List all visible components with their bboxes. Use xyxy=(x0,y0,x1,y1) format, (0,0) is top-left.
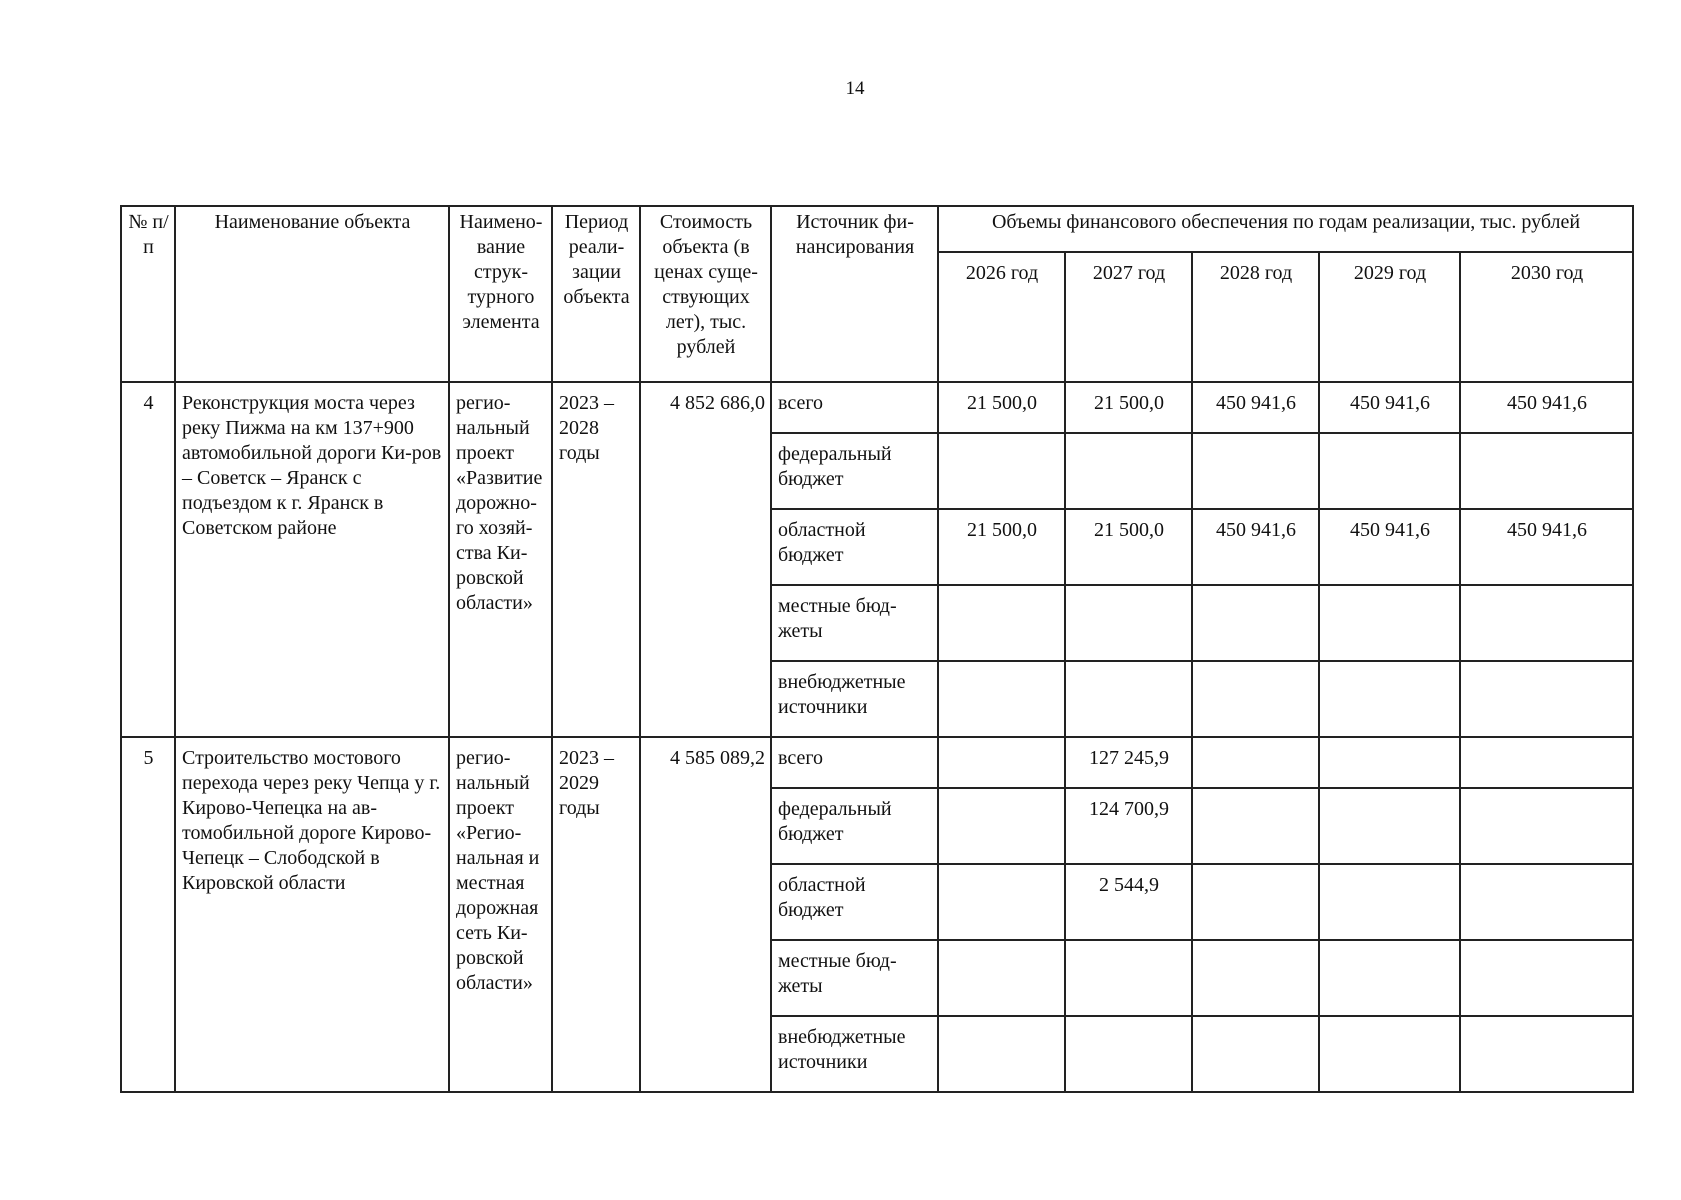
value-cell xyxy=(1319,737,1460,788)
value-cell xyxy=(1192,737,1319,788)
value-cell xyxy=(1319,661,1460,737)
source-label: областной бюджет xyxy=(771,509,938,585)
header-period: Период реали-зации объекта xyxy=(552,206,640,382)
value-cell xyxy=(1319,1016,1460,1092)
value-cell: 2 544,9 xyxy=(1065,864,1192,940)
row-num: 4 xyxy=(121,382,175,737)
value-cell xyxy=(1065,1016,1192,1092)
row-period: 2023 – 2029 годы xyxy=(552,737,640,1092)
value-cell xyxy=(1460,585,1633,661)
header-year-2028: 2028 год xyxy=(1192,252,1319,382)
page-number: 14 xyxy=(845,78,865,99)
value-cell xyxy=(938,585,1065,661)
value-cell xyxy=(1460,864,1633,940)
table-row xyxy=(121,382,1633,433)
value-cell xyxy=(1460,788,1633,864)
header-cost: Стоимость объекта (в ценах суще-ствующих лет), тыс. рублей xyxy=(640,206,771,382)
source-label: внебюджетные источники xyxy=(771,1016,938,1092)
value-cell: 21 500,0 xyxy=(1065,382,1192,433)
value-cell xyxy=(938,940,1065,1016)
value-cell xyxy=(1192,433,1319,509)
source-label: внебюджетные источники xyxy=(771,661,938,737)
value-cell xyxy=(1460,1016,1633,1092)
row-object-name: Строительство мостового перехода через реку Чепца у г. Кирово-Чепецка на ав-томобильной дороге Кирово-Чепецк – Слободской в Кировской области xyxy=(175,737,449,1092)
value-cell xyxy=(938,661,1065,737)
source-label: всего xyxy=(771,382,938,433)
source-label: федеральный бюджет xyxy=(771,433,938,509)
header-year-2029: 2029 год xyxy=(1319,252,1460,382)
value-cell: 450 941,6 xyxy=(1192,509,1319,585)
row-num: 5 xyxy=(121,737,175,1092)
value-cell xyxy=(938,864,1065,940)
header-year-2026: 2026 год xyxy=(938,252,1065,382)
source-label: местные бюд-жеты xyxy=(771,940,938,1016)
value-cell: 21 500,0 xyxy=(938,509,1065,585)
row-element-name: регио-нальный проект «Регио-нальная и местная дорожная сеть Ки-ровской области» xyxy=(449,737,552,1092)
source-label: федеральный бюджет xyxy=(771,788,938,864)
header-object-name: Наименование объекта xyxy=(175,206,449,382)
header-volumes: Объемы финансового обеспечения по годам реализации, тыс. рублей xyxy=(938,206,1633,252)
row-cost: 4 585 089,2 xyxy=(640,737,771,1092)
value-cell: 124 700,9 xyxy=(1065,788,1192,864)
header-year-2030: 2030 год xyxy=(1460,252,1633,382)
table-row xyxy=(121,737,1633,788)
value-cell: 21 500,0 xyxy=(1065,509,1192,585)
value-cell xyxy=(1319,864,1460,940)
value-cell xyxy=(1065,661,1192,737)
value-cell: 21 500,0 xyxy=(938,382,1065,433)
value-cell xyxy=(1460,661,1633,737)
value-cell xyxy=(1065,585,1192,661)
row-period: 2023 – 2028 годы xyxy=(552,382,640,737)
header-element-name: Наимено-вание струк-турного элемента xyxy=(449,206,552,382)
row-object-name: Реконструкция моста через реку Пижма на км 137+900 автомобильной дороги Ки-ров – Советск – Яранск с подъездом к г. Яранск в Советском районе xyxy=(175,382,449,737)
value-cell xyxy=(1192,1016,1319,1092)
value-cell xyxy=(1192,585,1319,661)
header-year-2027: 2027 год xyxy=(1065,252,1192,382)
value-cell xyxy=(938,1016,1065,1092)
table-header-row xyxy=(121,206,1633,252)
value-cell xyxy=(1192,864,1319,940)
value-cell xyxy=(1192,661,1319,737)
value-cell: 450 941,6 xyxy=(1460,382,1633,433)
value-cell xyxy=(1319,788,1460,864)
value-cell xyxy=(1460,433,1633,509)
source-label: местные бюд-жеты xyxy=(771,585,938,661)
value-cell xyxy=(938,737,1065,788)
source-label: всего xyxy=(771,737,938,788)
value-cell: 450 941,6 xyxy=(1192,382,1319,433)
value-cell xyxy=(1319,433,1460,509)
value-cell xyxy=(1065,433,1192,509)
value-cell: 450 941,6 xyxy=(1319,382,1460,433)
value-cell xyxy=(1192,940,1319,1016)
value-cell: 450 941,6 xyxy=(1460,509,1633,585)
value-cell xyxy=(1319,585,1460,661)
value-cell xyxy=(1065,940,1192,1016)
value-cell xyxy=(938,433,1065,509)
value-cell: 450 941,6 xyxy=(1319,509,1460,585)
value-cell xyxy=(1460,737,1633,788)
header-source: Источник фи-нансирования xyxy=(771,206,938,382)
header-num: № п/п xyxy=(121,206,175,382)
row-element-name: регио-нальный проект «Развитие дорожно-го хозяй-ства Ки-ровской области» xyxy=(449,382,552,737)
value-cell xyxy=(1460,940,1633,1016)
row-cost: 4 852 686,0 xyxy=(640,382,771,737)
value-cell: 127 245,9 xyxy=(1065,737,1192,788)
value-cell xyxy=(1192,788,1319,864)
source-label: областной бюджет xyxy=(771,864,938,940)
financing-table xyxy=(120,205,1634,1093)
value-cell xyxy=(1319,940,1460,1016)
value-cell xyxy=(938,788,1065,864)
